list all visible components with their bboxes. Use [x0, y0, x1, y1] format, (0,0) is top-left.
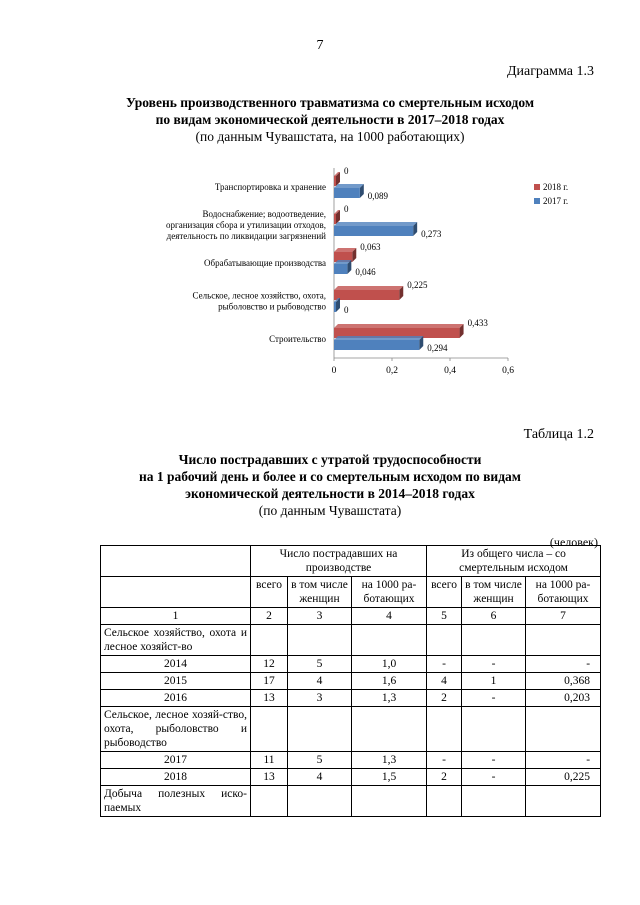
category-label: Строительство — [269, 334, 326, 344]
cell: 2 — [427, 769, 462, 786]
category-label: рыболовство и рыбоводство — [218, 301, 326, 312]
category-label: Транспортировка и хранение — [214, 182, 326, 192]
x-tick-label: 0,6 — [502, 366, 514, 376]
row-year: 2014 — [101, 656, 251, 673]
cell: 4 — [427, 673, 462, 690]
cell: 0,225 — [526, 769, 601, 786]
bar — [334, 176, 336, 186]
header-empty-cell — [101, 577, 251, 608]
col-number: 6 — [462, 608, 526, 625]
cell: - — [462, 769, 526, 786]
cell: 4 — [288, 769, 352, 786]
data-label: 0 — [344, 166, 349, 176]
cell: - — [526, 752, 601, 769]
chart-title — [60, 94, 600, 145]
legend-swatch — [534, 184, 540, 190]
row-year: 2016 — [101, 690, 251, 707]
bar — [334, 226, 413, 236]
data-label: 0 — [344, 305, 349, 315]
chart-title-line1: Уровень производственного травматизма со смертельным исходом — [125, 95, 535, 110]
table-label: Таблица 1.2 — [523, 427, 594, 442]
header-col: в том числе женщин — [462, 577, 526, 608]
cell: 1,3 — [352, 752, 427, 769]
category-label: Сельское, лесное хозяйство, охота, — [192, 290, 326, 301]
cell: 11 — [251, 752, 288, 769]
header-col: всего — [251, 577, 288, 608]
bar-top — [334, 286, 403, 290]
bar-top — [334, 222, 417, 226]
bar — [334, 340, 419, 350]
row-year: 2017 — [101, 752, 251, 769]
table-row — [101, 769, 601, 786]
bar — [334, 214, 336, 224]
header-empty-cell — [101, 546, 251, 577]
x-tick-label: 0,2 — [386, 366, 398, 376]
section-label: Добыча полезных иско-паемых — [101, 786, 251, 817]
cell: - — [526, 656, 601, 673]
legend-swatch — [534, 198, 540, 204]
bar-top — [334, 324, 464, 328]
cell: 13 — [251, 690, 288, 707]
header-col: в том числе женщин — [288, 577, 352, 608]
chart-subtitle: (по данным Чувашстата, на 1000 работающих) — [195, 129, 465, 144]
table-section-row — [101, 786, 601, 817]
category-label: организация сбора и утилизации отходов, — [166, 220, 326, 230]
header-col: на 1000 ра-ботающих — [352, 577, 427, 608]
col-number: 1 — [101, 608, 251, 625]
bar-top — [334, 184, 364, 188]
cell: 1,3 — [352, 690, 427, 707]
col-number: 3 — [288, 608, 352, 625]
table-section-row — [101, 625, 601, 656]
category-label: деятельность по ликвидации загрязнений — [166, 231, 326, 241]
table-title-line2: на 1 рабочий день и более и со смертельным исходом по видам — [139, 469, 521, 484]
data-label: 0,433 — [467, 318, 488, 328]
table-section-row — [101, 707, 601, 752]
data-label: 0,225 — [407, 280, 428, 290]
data-label: 0,089 — [367, 191, 389, 201]
cell: 5 — [288, 752, 352, 769]
table-subtitle: (по данным Чувашстата) — [258, 503, 402, 518]
cell: 1 — [462, 673, 526, 690]
header-group-injured: Число пострадавших на производстве — [251, 546, 427, 577]
cell: 17 — [251, 673, 288, 690]
cell: 0,203 — [526, 690, 601, 707]
cell: - — [427, 656, 462, 673]
cell: 0,368 — [526, 673, 601, 690]
col-number: 5 — [427, 608, 462, 625]
legend-label: 2018 г. — [543, 182, 569, 192]
table-units: (человек) — [549, 535, 598, 549]
table-header-row-2 — [101, 577, 601, 608]
table-number-row — [101, 608, 601, 625]
table-title — [60, 451, 600, 519]
cell: - — [462, 690, 526, 707]
cell: 12 — [251, 656, 288, 673]
bar-top — [334, 336, 423, 340]
bar — [334, 290, 399, 300]
cell: 1,0 — [352, 656, 427, 673]
header-group-fatal: Из общего числа – со смертельным исходом — [427, 546, 601, 577]
bar-chart — [110, 160, 610, 390]
cell: 1,5 — [352, 769, 427, 786]
table-row — [101, 656, 601, 673]
data-label: 0,063 — [360, 242, 381, 252]
table-row — [101, 690, 601, 707]
header-col: всего — [427, 577, 462, 608]
table-header-row-1 — [101, 546, 601, 577]
col-number: 4 — [352, 608, 427, 625]
table-title-line3: экономической деятельности в 2014–2018 годах — [185, 486, 475, 501]
x-tick-label: 0 — [331, 366, 337, 376]
cell: 1,6 — [352, 673, 427, 690]
category-label: Водоснабжение; водоотведение, — [202, 209, 326, 219]
bar — [334, 264, 347, 274]
table-row — [101, 673, 601, 690]
row-year: 2018 — [101, 769, 251, 786]
section-label: Сельское, лесное хозяй-ство, охота, рыболовство и рыбоводство — [101, 707, 251, 752]
diagram-label: Диаграмма 1.3 — [506, 64, 594, 79]
col-number: 2 — [251, 608, 288, 625]
x-tick-label: 0,4 — [444, 366, 456, 376]
bar — [334, 302, 336, 312]
injury-table — [100, 545, 601, 817]
category-label: Обрабатывающие производства — [204, 258, 326, 268]
chart-title-line2: по видам экономической деятельности в 2017–2018 годах — [155, 112, 505, 127]
legend-label: 2017 г. — [543, 196, 569, 206]
cell: - — [462, 656, 526, 673]
table-title-line1: Число пострадавших с утратой трудоспособности — [178, 452, 482, 467]
cell: 3 — [288, 690, 352, 707]
cell: 2 — [427, 690, 462, 707]
cell: 5 — [288, 656, 352, 673]
data-label: 0,294 — [427, 343, 448, 353]
table-row — [101, 752, 601, 769]
section-label: Сельское хозяйство, охота и лесное хозяйст-во — [101, 625, 251, 656]
cell: 4 — [288, 673, 352, 690]
cell: 13 — [251, 769, 288, 786]
data-label: 0 — [344, 204, 349, 214]
data-label: 0,046 — [355, 267, 376, 277]
col-number: 7 — [526, 608, 601, 625]
header-col: на 1000 ра-ботающих — [526, 577, 601, 608]
cell: - — [462, 752, 526, 769]
page-number: 7 — [316, 38, 324, 53]
row-year: 2015 — [101, 673, 251, 690]
data-label: 0,273 — [421, 229, 442, 239]
cell: - — [427, 752, 462, 769]
bar — [334, 188, 360, 198]
